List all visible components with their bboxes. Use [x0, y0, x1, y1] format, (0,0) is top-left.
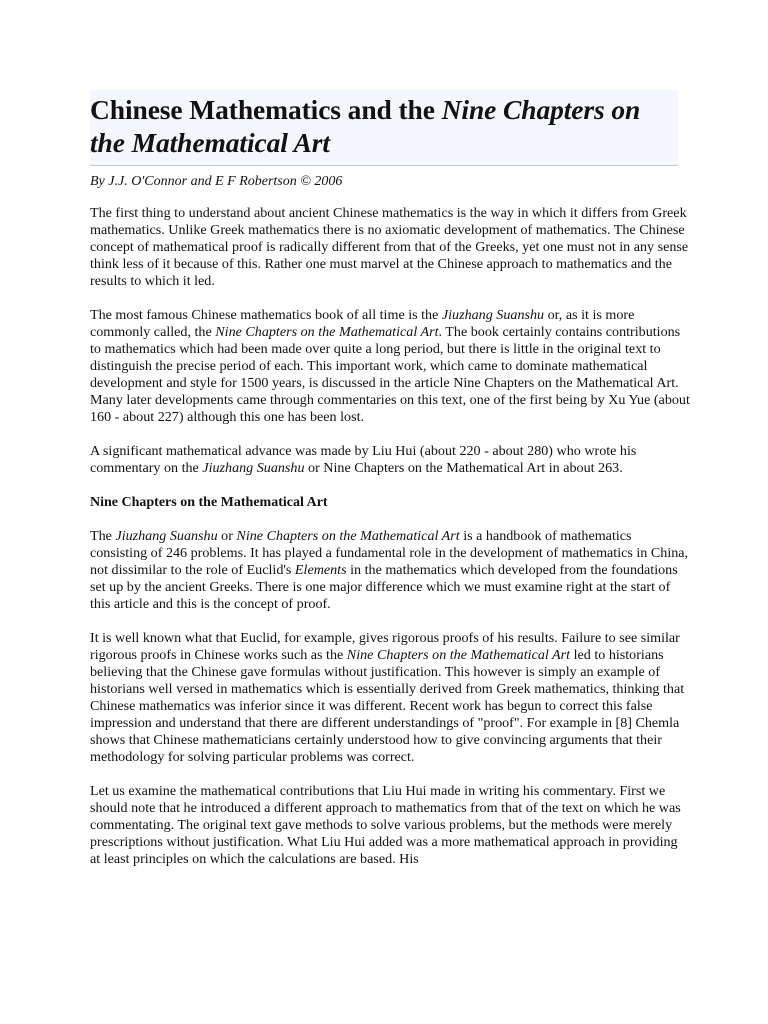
paragraph-3	[90, 443, 690, 477]
text-run: or Nine Chapters on the Mathematical Art in about 263.	[304, 460, 623, 476]
italic-run: Elements	[294, 562, 347, 578]
page-title	[90, 93, 678, 159]
section-heading: Nine Chapters on the Mathematical Art	[90, 495, 328, 510]
italic-run: Jiuzhang Suanshu	[115, 528, 218, 544]
title-banner	[90, 90, 678, 166]
paragraph-1: The first thing to understand about ancient Chinese mathematics is the way in which it differs from Greek mathematics. Unlike Greek mathematics there is no axiomatic development of mathematics. The Chinese concept of mathematical proof is radically different from that of the Greeks, yet one must not in any sense think less of it because of this. Rather one must marvel at the Chinese approach to mathematics and the results to which it led.	[90, 205, 689, 289]
article-body	[90, 205, 690, 885]
byline: By J.J. O'Connor and E F Robertson © 2006	[90, 174, 343, 189]
text-run: led to historians believing that the Chinese gave formulas without justification. This however is simply an example of historians well versed in mathematics which is essentially derived from Greek mathematics, thinking that Chinese mathematics was inferior since it was different. Recent work has begun to correct this false impression and understand that there are different understandings of "proof". For example in [8] Chemla shows that Chinese mathematicians certainly understood how to give convincing arguments that their methodology for solving particular problems was correct.	[90, 647, 685, 765]
text-run: . The book certainly contains contributions to mathematics which had been made over quite a long period, but there is little in the original text to distinguish the precise period of each. This important work, which came to dominate mathematical development and style for 1500 years, is discussed in the article Nine Chapters on the Mathematical Art. Many later developments came through commentaries on this text, one of the first being by Xu Yue (about 160 - about 227) although this one has been lost.	[90, 324, 690, 425]
italic-run: Jiuzhang Suanshu	[202, 460, 305, 476]
text-run: A significant mathematical advance was made by Liu Hui (about 220 - about 280) who wrote his commentary on the	[90, 443, 637, 476]
text-run: in the mathematics which developed from the foundations set up by the ancient Greeks. There is one major difference which we must examine right at the start of this article and this is the concept of proof.	[90, 562, 678, 612]
text-run: It is well known what that Euclid, for example, gives rigorous proofs of his results. Failure to see similar rigorous proofs in Chinese works such as the	[90, 630, 680, 663]
paragraph-2	[90, 307, 690, 426]
italic-run: Nine Chapters on the Mathematical Art	[236, 528, 460, 544]
text-run: is a handbook of mathematics consisting of 246 problems. It has played a fundamental role in the development of mathematics in China, not dissimilar to the role of Euclid's	[90, 528, 689, 578]
text-run: The	[90, 528, 116, 544]
paragraph-5	[90, 630, 690, 766]
paragraph-4	[90, 528, 690, 613]
text-run: The most famous Chinese mathematics book of all time is the	[90, 307, 442, 323]
title-italic: Nine Chapters on the Mathematical Art	[90, 94, 641, 158]
paragraph-6: Let us examine the mathematical contributions that Liu Hui made in writing his commentary. First we should note that he introduced a different approach to mathematics from that of the text on which he was commentating. The original text gave methods to solve various problems, but the methods were merely prescriptions without justification. What Liu Hui added was a more mathematical approach in providing at least principles on which the calculations are based. His	[90, 783, 681, 867]
text-run: or, as it is more commonly called, the	[90, 307, 635, 340]
text-run: or	[217, 528, 237, 544]
italic-run: Nine Chapters on the Mathematical Art	[346, 647, 571, 663]
italic-run: Nine Chapters on the Mathematical Art	[215, 324, 439, 340]
italic-run: Jiuzhang Suanshu	[441, 307, 545, 323]
title-plain: Chinese Mathematics and the	[90, 94, 442, 125]
